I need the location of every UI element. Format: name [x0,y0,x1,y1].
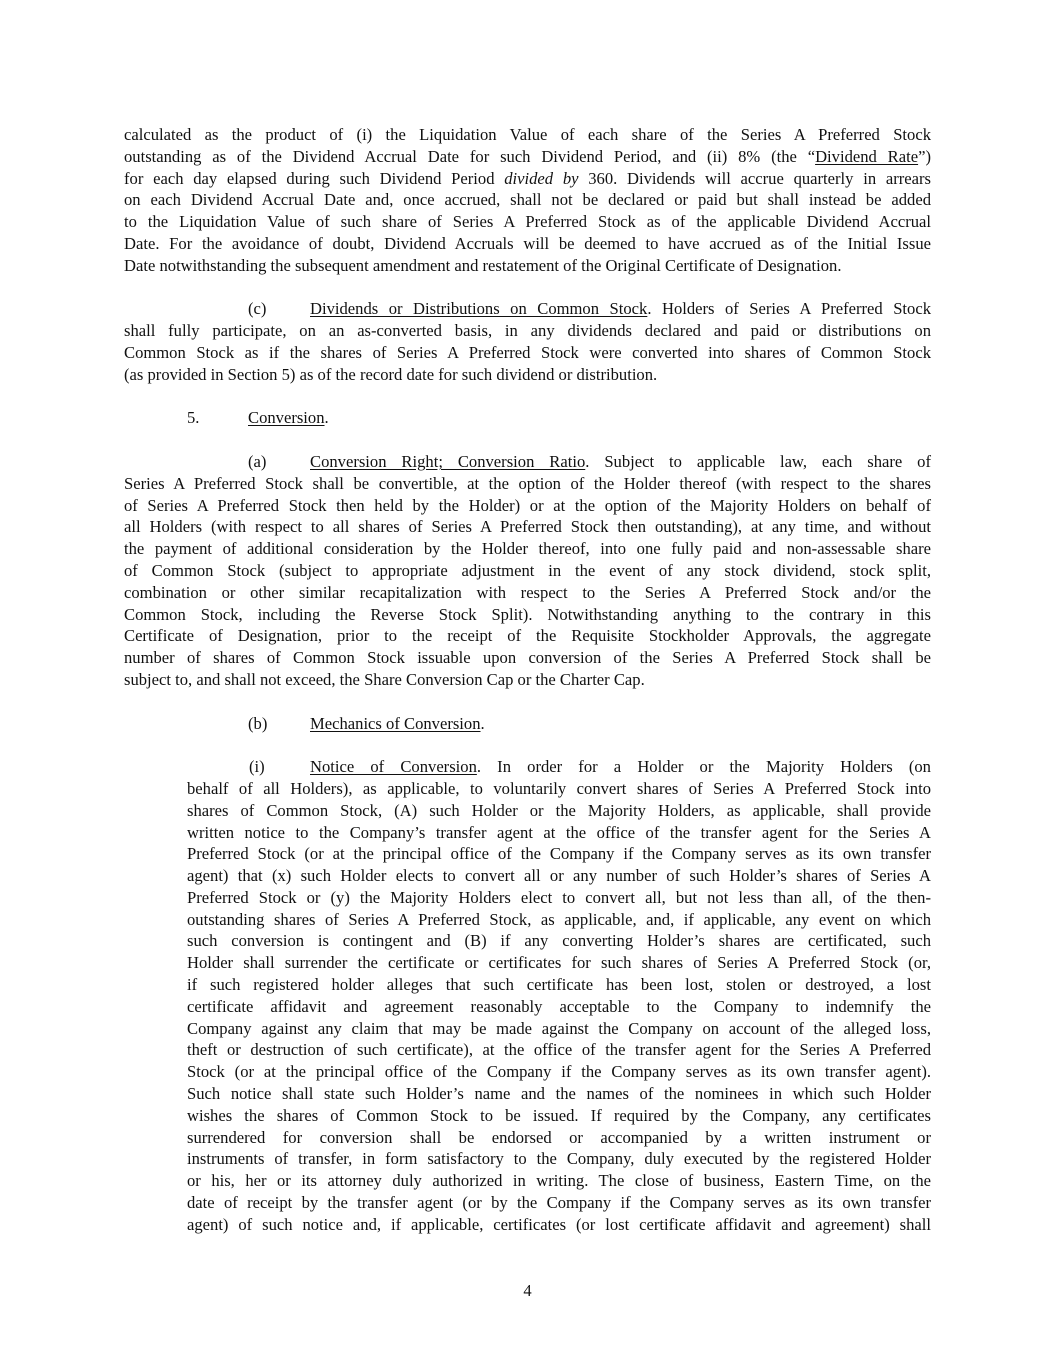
section-5b-label: (b) [248,713,268,733]
text-segment: wishes the shares of Common Stock to be issued. If required by the Company, any certificates [187,1105,931,1125]
text-line [124,233,931,255]
text-segment: agent) of such notice and, if applicable, certificates (or lost certificate affidavit and agreement) shall [187,1214,931,1234]
document-page [124,124,931,1257]
dividend-calculation-paragraph [124,124,931,277]
text-segment: Certificate of Designation, prior to the receipt of the Requisite Stockholder Approvals, the aggregate [124,626,931,646]
text-line [124,516,931,538]
text-segment: agent) that (x) such Holder elects to convert all or any number of such Holder’s shares of Series A [187,866,931,886]
section-5-heading [124,407,931,429]
section-5b-title: Mechanics of Conversion [310,713,481,733]
text-line [124,364,931,386]
text-line [187,1083,931,1105]
text-segment: Such notice shall state such Holder’s name and the names of the nominees in which such Holder [187,1084,931,1104]
text-line [187,952,931,974]
text-line [124,298,931,320]
text-segment: shall fully participate, on an as-converted basis, in any dividends declared and paid or distributions on [124,321,931,341]
text-line [187,843,931,865]
text-segment: combination or other similar recapitalization with respect to the Series A Preferred Stock and/or the [124,582,931,602]
text-line [187,887,931,909]
text-line [124,255,931,277]
text-segment: to the Liquidation Value of such share of Series A Preferred Stock as of the applicable Dividend Accrual [124,212,931,232]
text-segment: written notice to the Company’s transfer agent at the office of the transfer agent for the Series A [187,822,931,842]
text-segment: such conversion is contingent and (B) if any converting Holder’s shares are certificated, such [187,931,931,951]
text-line [187,865,931,887]
text-segment: instruments of transfer, in form satisfactory to the Company, duly executed by the registered Holder [187,1149,931,1169]
italic-text: divided by [504,168,579,188]
text-line [187,996,931,1018]
text-line [187,930,931,952]
text-line [124,124,931,146]
text-line [187,778,931,800]
section-5a-paragraph [124,451,931,691]
text-line [187,1192,931,1214]
text-segment: Preferred Stock (or at the principal office of the Company if the Company serves as its own transfer [187,844,931,864]
text-line [124,342,931,364]
text-segment: outstanding shares of Series A Preferred Stock, as applicable, and, if applicable, any event on which [187,909,931,929]
text-segment: calculated as the product of (i) the Liquidation Value of each share of the Series A Preferred Stock [124,125,931,144]
paragraph-label: (i) [249,757,265,777]
text-segment: the payment of additional consideration by the Holder thereof, into one fully paid and non-assessable share [124,539,931,559]
text-segment: Stock (or at the principal office of the Company if the Company serves as its own transfer agent). [187,1062,931,1082]
underlined-term: Notice of Conversion [310,757,477,777]
line-text [310,756,931,778]
text-line [187,1061,931,1083]
text-segment: Company against any claim that may be made against the Company on account of the alleged loss, [187,1018,931,1038]
text-segment: date of receipt by the transfer agent (or by the Company if the Company serves as its own transfer [187,1193,931,1213]
text-segment: Preferred Stock or (y) the Majority Holders elect to convert all, but not less than all, of the then- [187,887,931,907]
text-segment: all Holders (with respect to all shares of Series A Preferred Stock then outstanding), at any time, and without [124,517,931,537]
text-segment: . Holders of Series A Preferred Stock [647,299,932,319]
text-segment: Date notwithstanding the subsequent amendment and restatement of the Original Certificate of Designation. [124,255,842,275]
text-segment: subject to, and shall not exceed, the Share Conversion Cap or the Charter Cap. [124,669,645,689]
text-line [187,800,931,822]
text-line [124,647,931,669]
text-line [187,1148,931,1170]
text-segment: number of shares of Common Stock issuable upon conversion of the Series A Preferred Stock shall be [124,648,931,668]
text-line [187,1105,931,1127]
underlined-term: Conversion Right; Conversion Ratio [310,451,586,471]
text-segment: Common Stock, including the Reverse Stock Split). Notwithstanding anything to the contrary in this [124,604,931,624]
section-5-number: 5. [187,408,200,428]
text-segment: outstanding as of the Dividend Accrual Date for such Dividend Period, and (ii) 8% (the “ [124,146,816,166]
text-segment: Common Stock as if the shares of Series A Preferred Stock were converted into shares of Common Stock [124,342,931,362]
text-line [124,473,931,495]
text-segment: of Common Stock (subject to appropriate adjustment in the event of any stock dividend, stock split, [124,560,931,580]
text-line [124,320,931,342]
text-line [124,538,931,560]
text-segment: shares of Common Stock, (A) such Holder or the Majority Holders, as applicable, shall provide [187,800,931,820]
text-line [124,582,931,604]
text-segment: Holder shall surrender the certificate or certificates for such shares of Series A Preferred Stock (or, [187,953,931,973]
text-line [187,1127,931,1149]
text-line [187,909,931,931]
text-line [124,451,931,473]
text-segment: Series A Preferred Stock shall be convertible, at the option of the Holder thereof (with respect to the shares [124,473,931,493]
text-segment: certificate affidavit and agreement reasonably acceptable to the Company to indemnify the [187,996,931,1016]
line-text [310,298,931,320]
text-segment: 360. Dividends will accrue quarterly in arrears [578,168,931,188]
text-line [124,604,931,626]
text-segment: on each Dividend Accrual Date and, once accrued, shall not be declared or paid but shall instead be added [124,190,931,210]
paragraph-label: (c) [248,299,267,319]
section-5b-heading [124,713,931,735]
text-line [124,560,931,582]
text-line [124,146,931,168]
underlined-term: Dividends or Distributions on Common Stock [310,299,648,319]
underlined-term: Dividend Rate [815,146,919,166]
text-line [124,189,931,211]
text-segment: of Series A Preferred Stock then held by the Holder) or at the option of the Majority Holders on behalf of [124,495,931,515]
text-line [187,822,931,844]
page-number: 4 [523,1281,532,1300]
text-line [187,1214,931,1236]
text-segment: ”) [918,146,931,166]
text-segment: surrendered for conversion shall be endorsed or accompanied by a written instrument or [187,1127,931,1147]
text-segment: (as provided in Section 5) as of the record date for such dividend or distribution. [124,364,658,384]
text-segment: or his, her or its attorney duly authorized in writing. The close of business, Eastern Time, on the [187,1171,931,1191]
text-line [124,495,931,517]
text-segment: . In order for a Holder or the Majority Holders (on [476,757,931,777]
paragraph-label: (a) [248,451,267,471]
section-4c-paragraph [124,298,931,385]
text-line [124,168,931,190]
text-line [124,625,931,647]
text-line [187,1039,931,1061]
text-segment: . Subject to applicable law, each share of [585,451,931,471]
text-segment: Date. For the avoidance of doubt, Dividend Accruals will be deemed to have accrued as of the Initial Issue [124,233,931,253]
text-segment: for each day elapsed during such Dividend Period [124,168,505,188]
section-5-title: Conversion [248,408,325,428]
line-text [310,451,931,473]
text-segment: if such registered holder alleges that such certificate has been lost, stolen or destroyed, a lost [187,975,931,995]
text-line [187,974,931,996]
section-5b-period: . [480,713,485,733]
section-5b-i-paragraph [187,756,931,1236]
section-5-period: . [324,408,329,428]
text-line [187,1018,931,1040]
text-segment: theft or destruction of such certificate), at the office of the transfer agent for the Series A Preferred [187,1040,931,1060]
text-line [124,211,931,233]
text-line [187,756,931,778]
text-line [187,1170,931,1192]
text-segment: behalf of all Holders), as applicable, to voluntarily convert shares of Series A Preferred Stock into [187,778,931,798]
text-line [124,669,931,691]
